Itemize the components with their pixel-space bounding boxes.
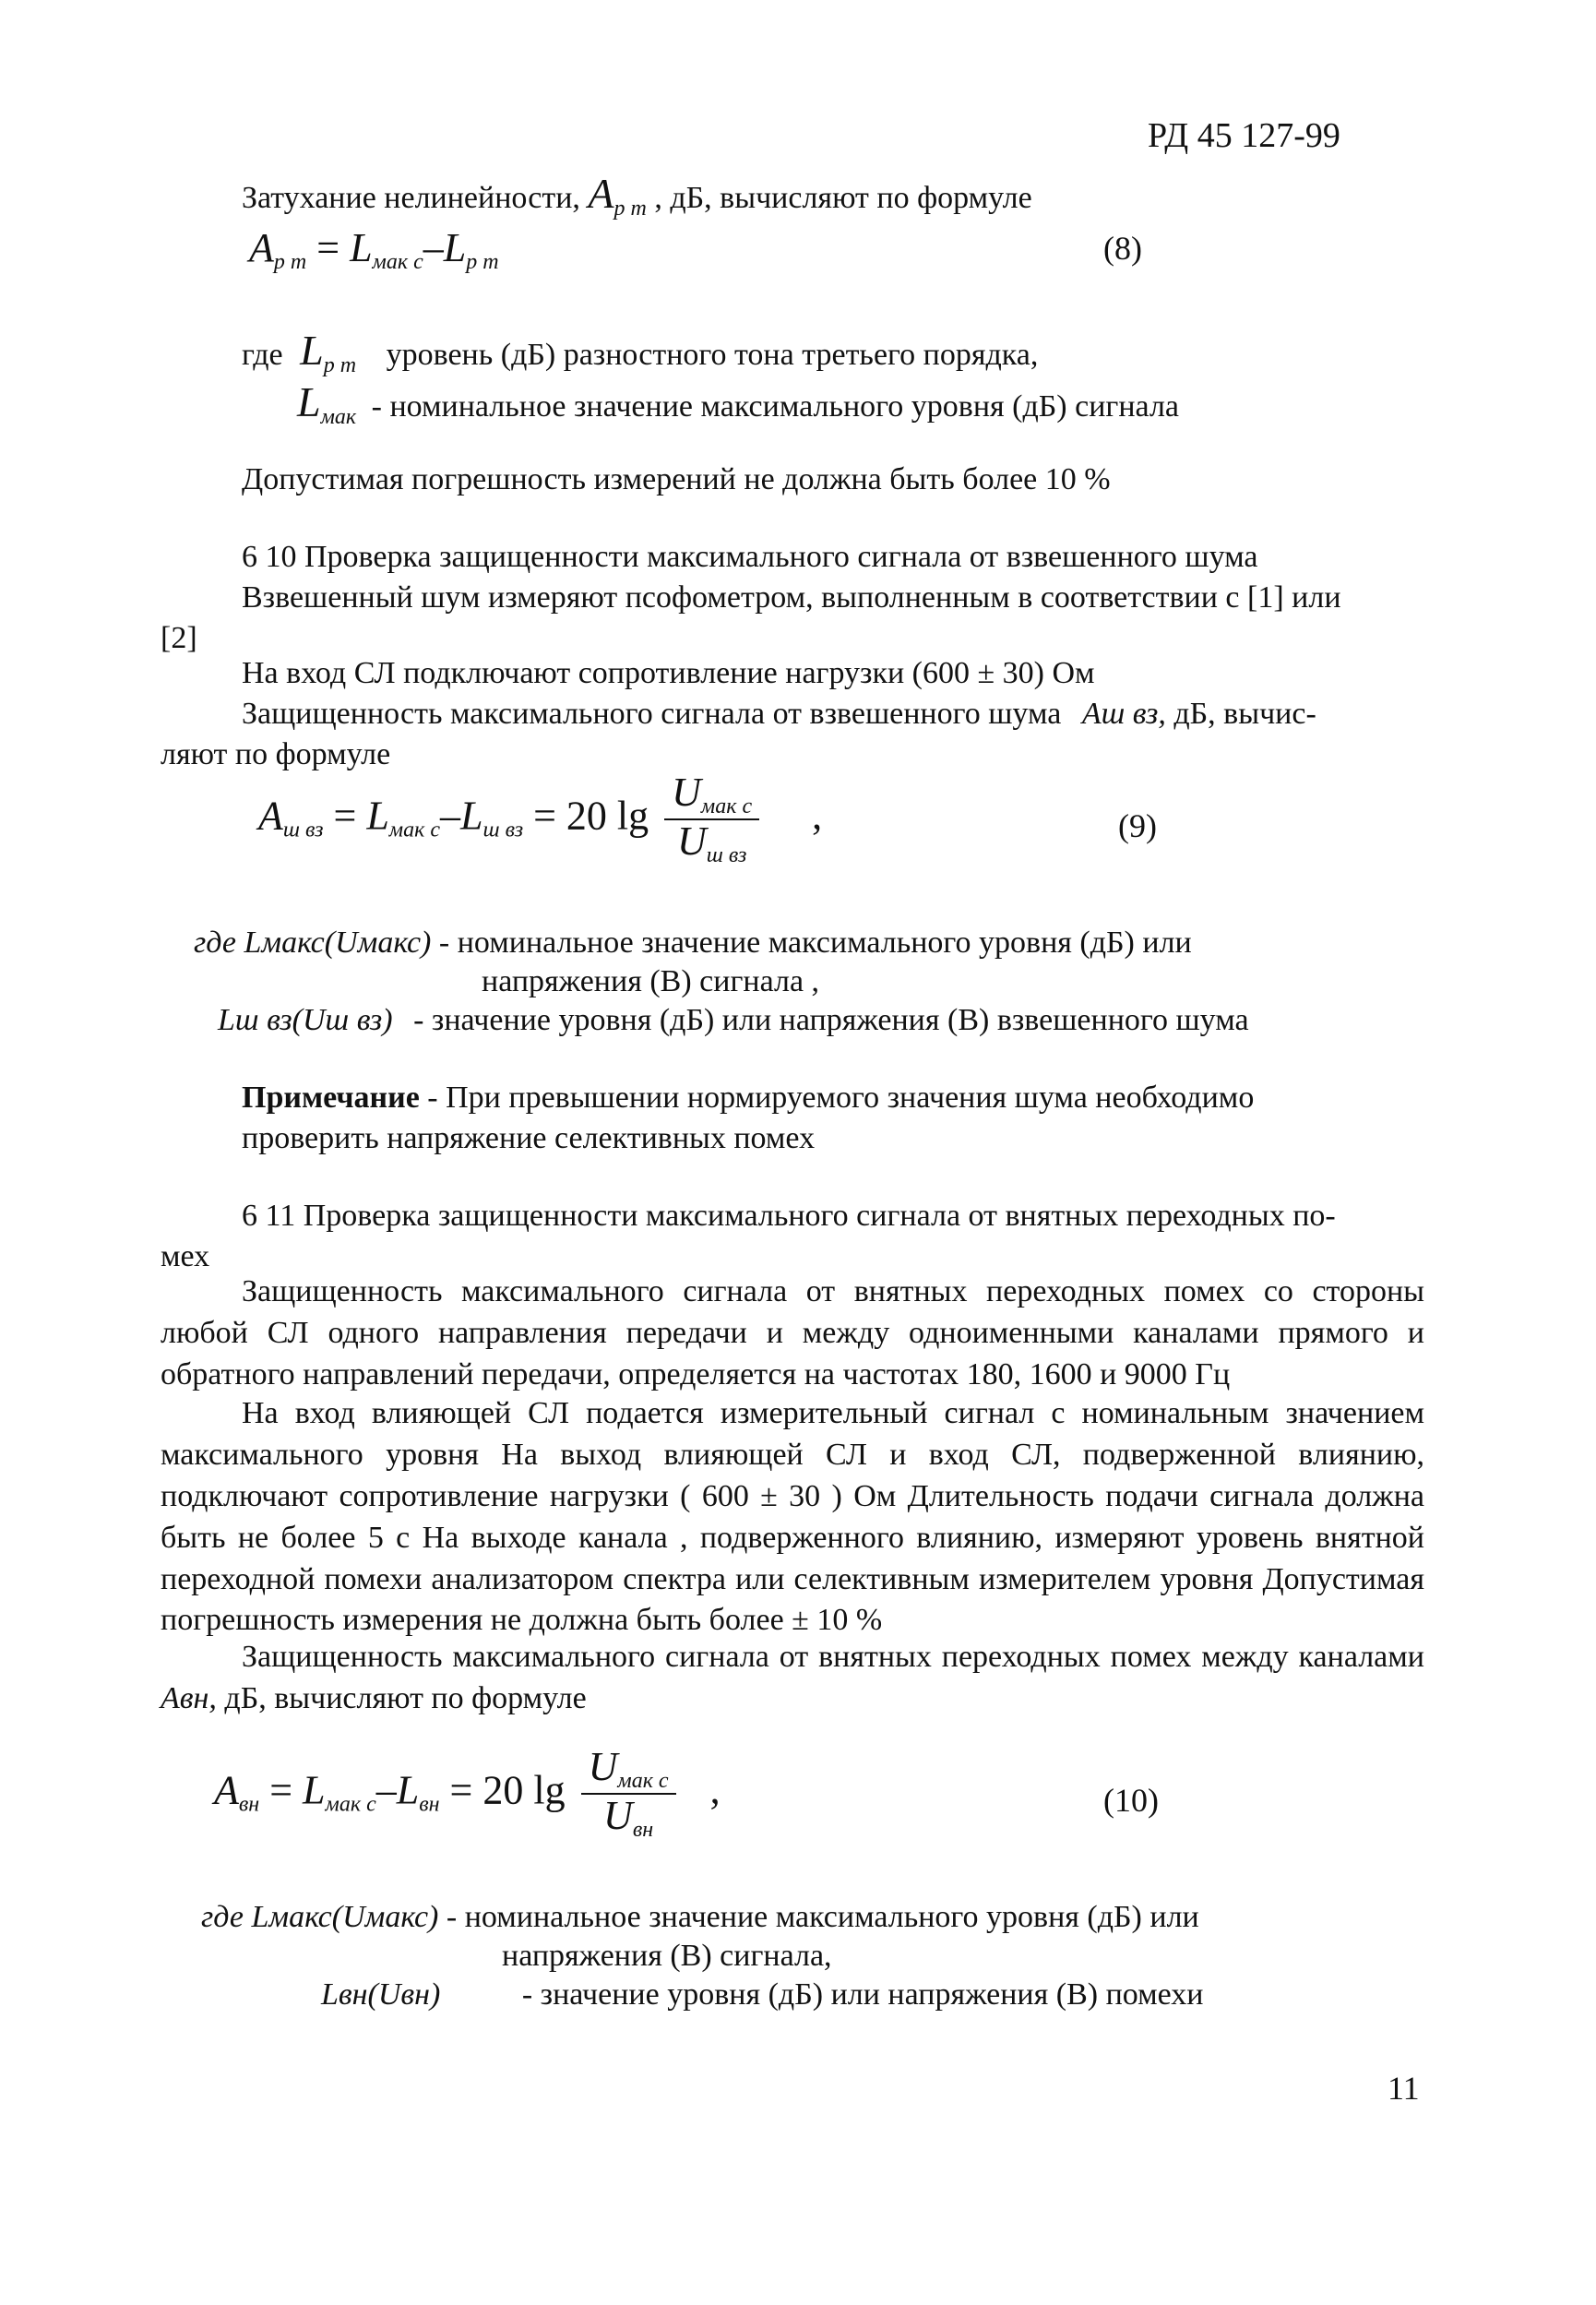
section-6-11-title: 6 11 Проверка защищенности максимального сигнала от внятных переходных по- — [242, 1199, 1336, 1233]
where-10-line-1-cont: напряжения (В) сигнала, — [502, 1939, 832, 1973]
section-6-10-line-2: На вход СЛ подключают сопротивление нагрузки (600 ± 30) Ом — [242, 656, 1095, 690]
section-6-10-line-4: ляют по формуле — [161, 737, 391, 771]
section-6-10-line-3: Защищенность максимального сигнала от взвешенного шума Аш вз, дБ, вычис- — [242, 697, 1316, 731]
section-6-10-ref: [2] — [161, 621, 197, 655]
formula-9-number: (9) — [1118, 807, 1157, 844]
formula-10: $A_{вн} = L_{мак с}-L_{вн} = 20$ lg $\frac{U_{мак с}}{U_{вн}}$ , — [214, 1744, 721, 1843]
formula-8-number: (8) — [1103, 230, 1142, 267]
section-6-10-title: 6 10 Проверка защищенности максимального сигнала от взвешенного шума — [242, 540, 1258, 574]
tolerance-text: Допустимая погрешность измерений не должна быть более 10 % — [242, 462, 1111, 496]
section-6-11-para-3: Защищенность максимального сигнала от внятных переходных помех между каналами Авн, дБ, вычисляют по формуле — [161, 1640, 1424, 1715]
document-code: РД 45 127-99 — [1148, 116, 1340, 155]
section-6-11-title-cont: мех — [161, 1239, 210, 1273]
formula-8: $A_{р m} = L_{мак с}-L_{р m}$ — [249, 225, 499, 274]
where-10-line-1: где Lмакс(Uмакс) - номинальное значение максимального уровня (дБ) или — [201, 1900, 1199, 1934]
formula-10-number: (10) — [1103, 1782, 1159, 1819]
section-6-10-line-1: Взвешенный шум измеряют псофометром, выполненным в соответствии с [1] или — [242, 580, 1341, 615]
note-line-2: проверить напряжение селективных помех — [242, 1121, 816, 1155]
note-line-1: Примечание - При превышении нормируемого значения шума необходимо — [242, 1081, 1255, 1115]
formula-9: $A_{ш вз} = L_{мак с}-L_{ш вз} = 20$ lg $\frac{U_{мак с}}{U_{ш вз}}$ , — [258, 770, 823, 868]
where-10-line-2: Lвн(Uвн) - значение уровня (дБ) или напряжения (В) помехи — [321, 1977, 1204, 2012]
where-8-line-1: где $L_{р m}$ уровень (дБ) разностного тона третьего порядка, — [242, 327, 1039, 377]
section-6-11-para-2: На вход влияющей СЛ подается измерительный сигнал с номинальным значением максимального уровня На выход влияющей СЛ и вход СЛ, подверженной влиянию, подключают сопротивление нагрузки ( 600 ± 30 ) Ом Длительность подачи сигнала должна быть не более 5 с На выходе канала , подверженного влиянию, измеряют уровень внятной переходной помехи анализатором спектра или селективным измерителем уровня Допустимая погрешность измерения не должна быть более ± 10 % — [161, 1396, 1424, 1638]
section-6-11-para-1: Защищенность максимального сигнала от внятных переходных помех со стороны любой СЛ одного направления передачи и между одноименными каналами прямого и обратного направлений передачи, определяется на частотах 180, 1600 и 9000 Гц — [161, 1274, 1424, 1391]
attenuation-intro: Затухание нелинейности, $A_{р m}$ , дБ, вычисляют по формуле — [242, 170, 1032, 221]
where-9-line-1-cont: напряжения (В) сигнала , — [482, 964, 820, 998]
page-number: 11 — [1388, 2070, 1420, 2107]
where-9-line-1: где Lмакс(Uмакс) - номинальное значение максимального уровня (дБ) или — [194, 926, 1192, 960]
where-9-line-2: Lш вз(Uш вз) - значение уровня (дБ) или напряжения (В) взвешенного шума — [218, 1003, 1249, 1037]
where-8-line-2: $L_{мак}$ - номинальное значение максимального уровня (дБ) сигнала — [297, 378, 1180, 429]
